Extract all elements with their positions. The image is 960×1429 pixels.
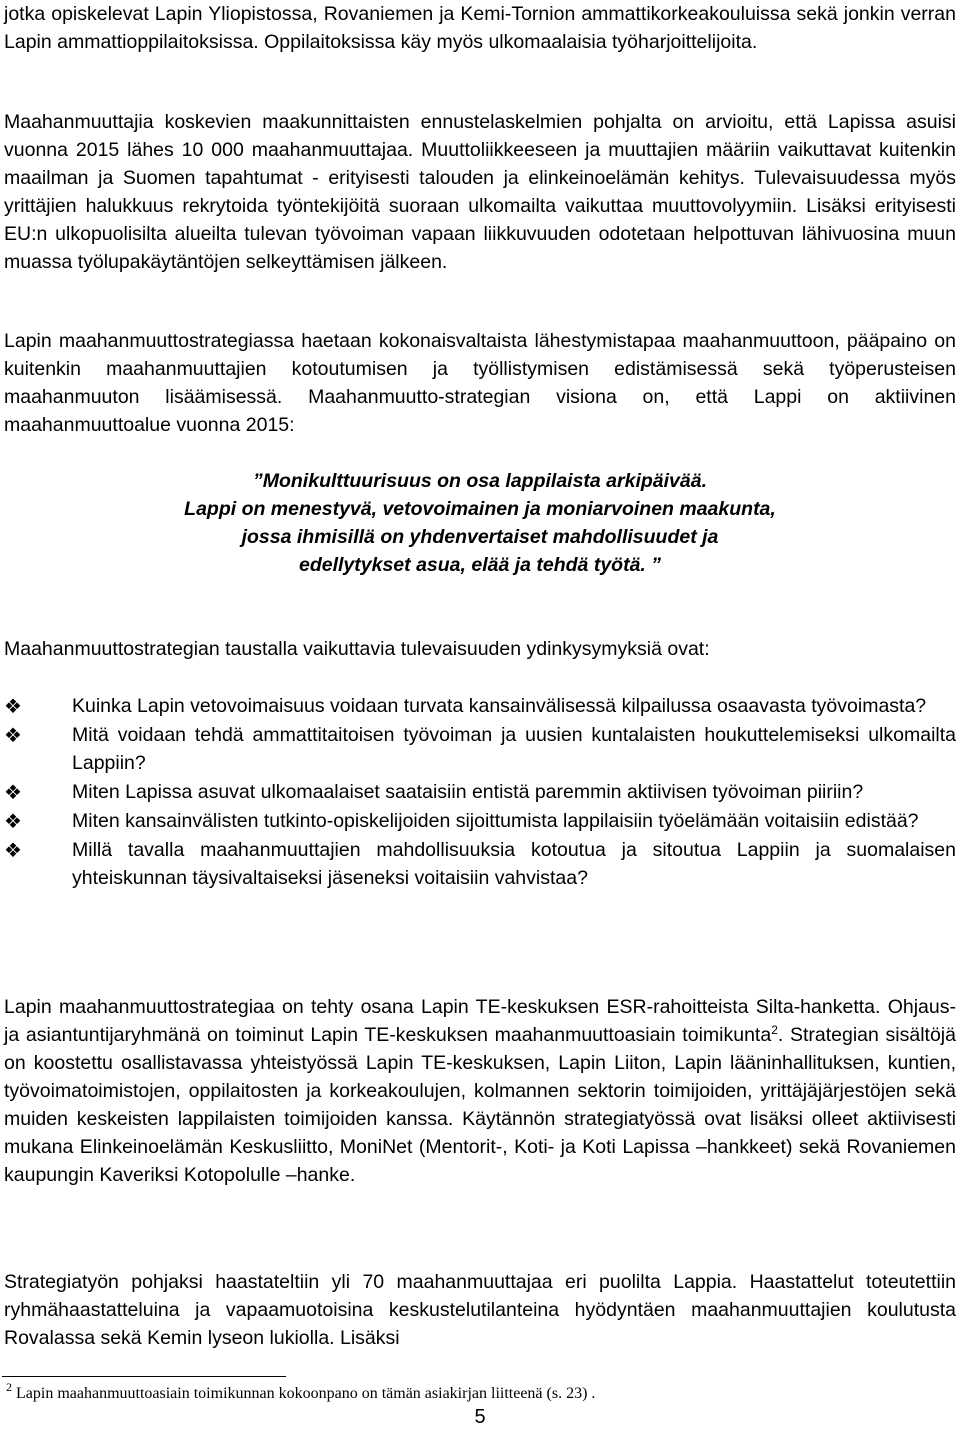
vision-motto-line-2: Lappi on menestyvä, vetovoimainen ja moniarvoinen maakunta, <box>184 498 776 520</box>
paragraph-strategy-work-part-1: Lapin maahanmuuttostrategiaa on tehty osana Lapin TE-keskuksen ESR-rahoitteista Silta-hanketta. Ohjaus- ja asiantuntijaryhmänä on toiminut Lapin TE-keskuksen maahanmuuttoasiain toimikunta <box>4 996 956 1046</box>
page-number: 5 <box>474 1406 486 1428</box>
vision-motto-line-1: ”Monikulttuurisuus on osa lappilaista arkipäivää. <box>252 470 708 492</box>
footnote-divider <box>2 1376 286 1377</box>
footnote-number: 2 <box>6 1380 12 1394</box>
diamond-bullet-icon: ❖ <box>4 694 22 718</box>
list-item <box>4 807 956 835</box>
list-item <box>4 778 956 806</box>
paragraph-forecast: Maahanmuuttajia koskevien maakunnittaisten ennustelaskelmien pohjalta on arvioitu, että Lapissa asuisi vuonna 2015 lähes 10 000 maahanmuuttajaa. Muuttoliikkeeseen ja muuttajien määriin vaikuttavat kuitenkin maailman ja Suomen tapahtumat - erityisesti talouden ja elinkeinoelämän kehitys. Tulevaisuudessa myös yrittäjien halukkuus rekrytoida työntekijöitä suoraan ulkomailta vaikuttaa muuttovolyymiin. Lisäksi erityisesti EU:n ulkopuolisilta alueilta tulevan työvoiman vapaan liikkuvuuden odotetaan helpottuvan lähivuosina muun muassa työlupakäytäntöjen selkeyttämisen jälkeen. <box>4 111 956 273</box>
vision-motto-line-3: jossa ihmisillä on yhdenvertaiset mahdollisuudet ja <box>241 526 719 548</box>
paragraph-strategy-vision: Lapin maahanmuuttostrategiassa haetaan kokonaisvaltaista lähestymistapaa maahanmuuttoon, pääpaino on kuitenkin maahanmuuttajien kotoutumisen ja työllistymisen edistämisessä sekä työperusteisen maahanmuuton lisäämisessä. Maahanmuutto-strategian visiona on, että Lappi on aktiivinen maahanmuuttoalue vuonna 2015: <box>4 330 956 436</box>
diamond-bullet-icon: ❖ <box>4 838 22 862</box>
paragraph-strategy-work-part-2: . Strategian sisältöjä on koostettu osallistavassa yhteistyössä Lapin TE-keskuksen, Lapin Liiton, Lapin lääninhallituksen, kuntien, työvoimatoimistojen, oppilaitosten ja korkeakoulujen, kolmannen sektorin toimijoiden, yrittäjäjärjestöjen sekä muiden keskeisten lappilaisten toimijoiden kanssa. Käytännön strategiatyössä ovat lisäksi olleet aktiivisesti mukana Elinkeinoelämän Keskusliitto, MoniNet (Mentorit-, Koti- ja Koti Lapissa –hankkeet) sekä Rovaniemen kaupungin Kaveriksi Kotopolulle –hanke. <box>4 1024 956 1186</box>
question-text: Kuinka Lapin vetovoimaisuus voidaan turvata kansainvälisessä kilpailussa osaavasta työvoimasta? <box>72 695 927 717</box>
footnote-reference: 2 <box>771 1023 778 1037</box>
question-text: Miten Lapissa asuvat ulkomaalaiset saataisiin entistä paremmin aktiivisen työvoiman piiriin? <box>72 781 864 803</box>
list-item <box>4 836 956 892</box>
question-text: Miten kansainvälisten tutkinto-opiskelijoiden sijoittumista lappilaisiin työelämään voitaisiin edistää? <box>72 810 919 832</box>
questions-intro: Maahanmuuttostrategian taustalla vaikuttavia tulevaisuuden ydinkysymyksiä ovat: <box>4 638 710 660</box>
vision-motto-line-4: edellytykset asua, elää ja tehdä työtä. ” <box>299 554 661 576</box>
footnote <box>6 1380 954 1404</box>
paragraph-strategy-work <box>4 993 956 1189</box>
diamond-bullet-icon: ❖ <box>4 780 22 804</box>
paragraph-interviews: Strategiatyön pohjaksi haastateltiin yli 70 maahanmuuttajaa eri puolilta Lappia. Haastattelut toteutettiin ryhmähaastatteluina ja vapaamuotoisina keskustelutilanteina hyödyntäen maahanmuuttajien koulutusta Rovalassa sekä Kemin lyseon lukiolla. Lisäksi <box>4 1271 956 1349</box>
footnote-text: Lapin maahanmuuttoasiain toimikunnan kokoonpano on tämän asiakirjan liitteenä (s. 23) . <box>12 1385 596 1402</box>
diamond-bullet-icon: ❖ <box>4 809 22 833</box>
question-text: Mitä voidaan tehdä ammattitaitoisen työvoiman ja uusien kuntalaisten houkuttelemiseksi ulkomailta Lappiin? <box>72 724 956 774</box>
list-item <box>4 721 956 777</box>
core-questions-list <box>4 692 956 893</box>
question-text: Millä tavalla maahanmuuttajien mahdollisuuksia kotoutua ja sitoutua Lappiin ja suomalaisen yhteiskunnan täysivaltaiseksi jäseneksi voitaisiin vahvistaa? <box>72 839 956 889</box>
paragraph-intro-continuation: jotka opiskelevat Lapin Yliopistossa, Rovaniemen ja Kemi-Tornion ammattikorkeakouluissa sekä jonkin verran Lapin ammattioppilaitoksissa. Oppilaitoksissa käy myös ulkomaalaisia työharjoittelijoita. <box>4 3 956 53</box>
diamond-bullet-icon: ❖ <box>4 723 22 747</box>
list-item <box>4 692 956 720</box>
